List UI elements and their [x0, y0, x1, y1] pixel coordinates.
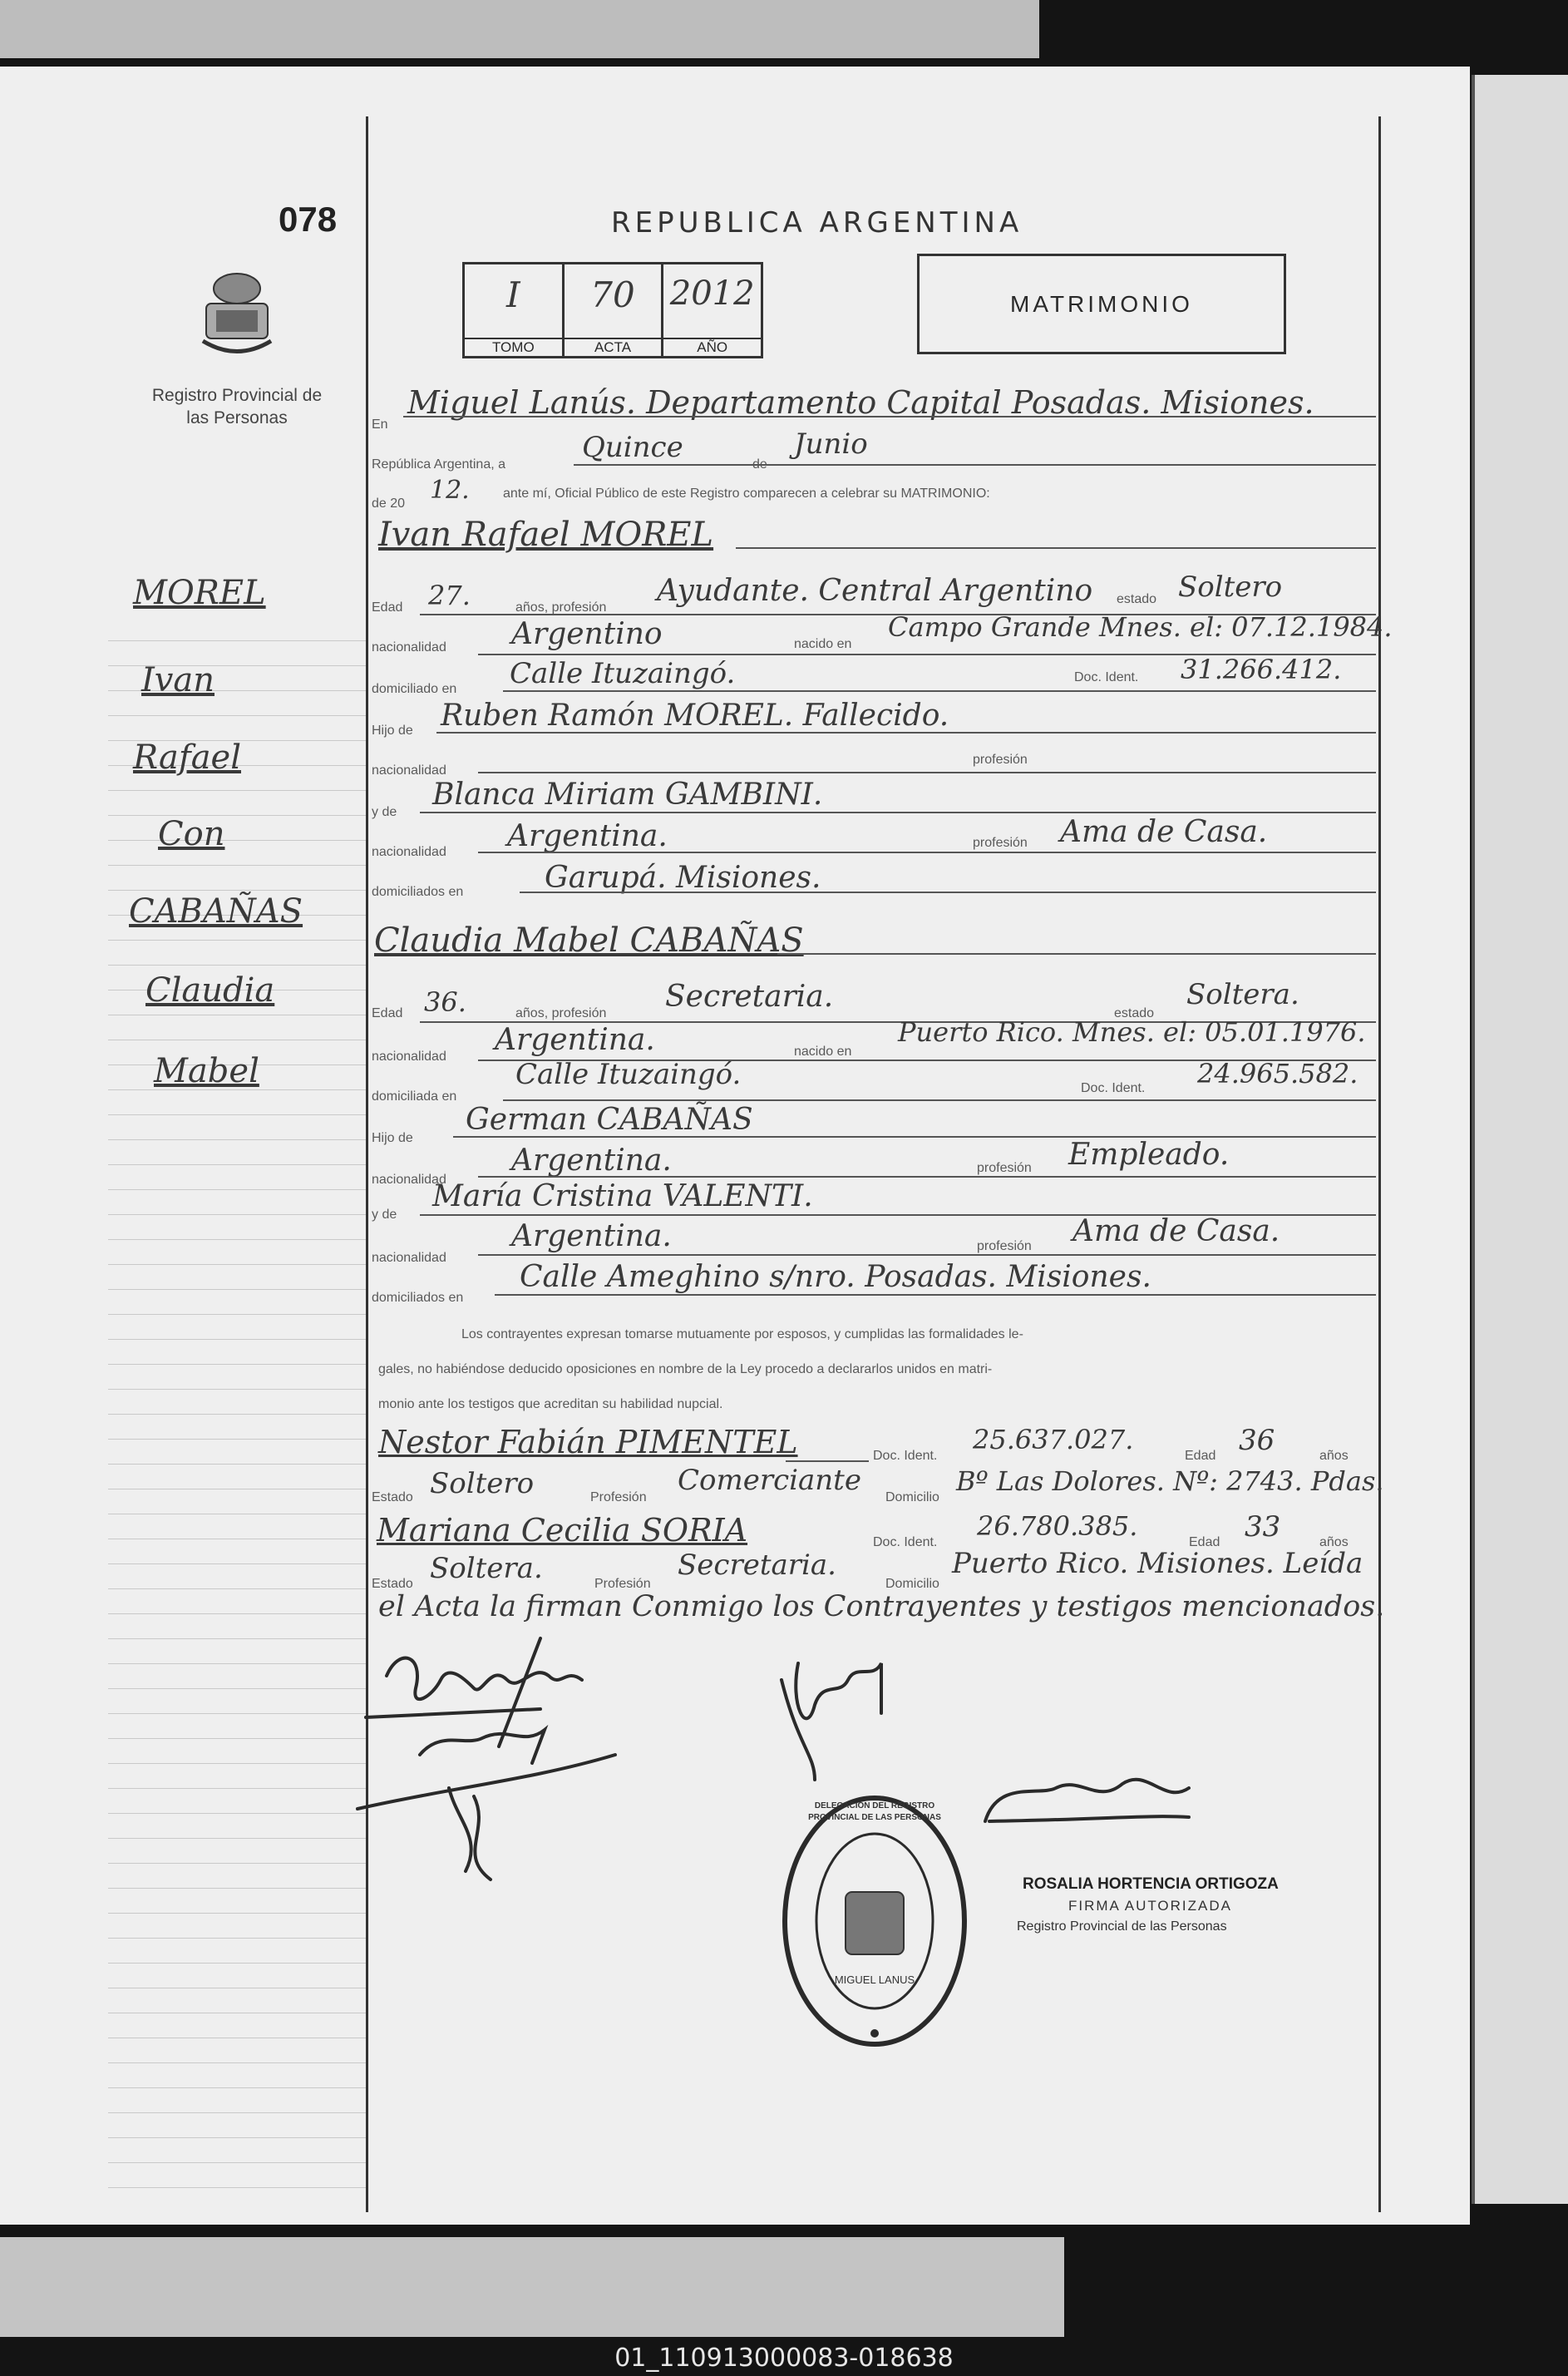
ruled-line — [108, 940, 366, 941]
groom-madre: Blanca Miriam GAMBINI. — [432, 778, 823, 812]
statement: ante mí, Oficial Público de este Registro comparecen a celebrar su MATRIMONIO: — [503, 487, 990, 501]
official-name: ROSALIA HORTENCIA ORTIGOZA — [1023, 1875, 1279, 1893]
tomo-label: TOMO — [465, 338, 562, 356]
witness1-domicilio: Bº Las Dolores. Nº: 2743. Pdas. — [956, 1465, 1384, 1497]
acta-value: 70 — [590, 274, 635, 315]
witness2-anos-label: años — [1319, 1535, 1349, 1549]
registry-name: Registro Provincial de las Personas — [151, 386, 323, 427]
witness2-edad: 33 — [1245, 1510, 1281, 1544]
ruled-line — [108, 1164, 366, 1165]
witness2-profesion: Secretaria. — [678, 1549, 836, 1582]
witness1-estado: Soltero — [430, 1467, 535, 1500]
tomo-value: I — [506, 274, 520, 315]
ruled-line — [108, 1439, 366, 1440]
ruled-line — [108, 1314, 366, 1315]
day-value: Quince — [582, 431, 683, 464]
bride-estado-label: estado — [1114, 1006, 1155, 1020]
ruled-line — [108, 1638, 366, 1639]
witness2-dom-label: Domicilio — [885, 1577, 939, 1591]
ruled-line — [108, 1339, 366, 1340]
ruled-line — [108, 790, 366, 791]
ruled-line — [108, 1713, 366, 1714]
margin-name: Mabel — [154, 1052, 259, 1090]
margin-name: CABAÑAS — [129, 892, 303, 931]
ruled-line — [108, 2187, 366, 2188]
form-body — [370, 0, 1393, 2376]
ruled-line — [108, 1738, 366, 1739]
ruled-line — [108, 1264, 366, 1265]
bride-nacido-label: nacido en — [794, 1045, 852, 1059]
bride-padre-prof-label: profesión — [977, 1161, 1032, 1175]
groom-padre-prof-label: profesión — [973, 753, 1028, 767]
bride-nacionalidad: Argentina. — [495, 1023, 655, 1057]
bride-estado: Soltera. — [1186, 978, 1299, 1011]
ruled-line — [108, 1114, 366, 1115]
seal-city: MIGUEL LANUS — [834, 1973, 915, 1986]
bride-hijo-label: Hijo de — [372, 1131, 413, 1145]
ruled-line — [108, 1763, 366, 1764]
ruled-line — [108, 1838, 366, 1839]
groom-estado: Soltero — [1178, 571, 1283, 604]
bride-padre-prof: Empleado. — [1068, 1138, 1230, 1172]
bride-yde-label: y de — [372, 1208, 397, 1222]
witness2-doc: 26.780.385. — [977, 1510, 1138, 1542]
ruled-line — [108, 1688, 366, 1689]
witness1-doc-label: Doc. Ident. — [873, 1449, 938, 1463]
witness1-estado-label: Estado — [372, 1490, 413, 1504]
ruled-line — [108, 840, 366, 841]
bride-doc: 24.965.582. — [1197, 1058, 1358, 1089]
ruled-line — [108, 2162, 366, 2163]
ruled-line — [108, 1938, 366, 1939]
groom-domicilio: Calle Ituzaingó. — [510, 657, 736, 690]
witness2-doc-label: Doc. Ident. — [873, 1535, 938, 1549]
witness1-profesion: Comerciante — [678, 1464, 861, 1497]
year-prefix: de 20 — [372, 496, 406, 511]
ruled-line — [108, 1189, 366, 1190]
ruled-line — [108, 1913, 366, 1914]
groom-madre-nac-label: nacionalidad — [372, 845, 446, 859]
ruled-line — [108, 865, 366, 866]
groom-madre-prof-label: profesión — [973, 836, 1028, 850]
page-number: 078 — [279, 200, 338, 239]
margin-name: Ivan — [141, 661, 215, 699]
groom-estado-label: estado — [1117, 592, 1157, 606]
legal-line-1: Los contrayentes expresan tomarse mutuamente por esposos, y cumplidas las formalidades le- — [461, 1327, 1023, 1341]
ruled-line — [108, 2112, 366, 2113]
bride-profesion: Secretaria. — [665, 980, 834, 1014]
groom-nac-label: nacionalidad — [372, 640, 446, 655]
bride-domicilio: Calle Ituzaingó. — [515, 1058, 742, 1091]
witness2-edad-label: Edad — [1189, 1535, 1220, 1549]
groom-madre-prof: Ama de Casa. — [1060, 815, 1268, 849]
ruled-line — [108, 965, 366, 966]
ruled-line — [108, 2062, 366, 2063]
groom-doc: 31.266.412. — [1181, 654, 1342, 685]
location-value: Miguel Lanús. Departamento Capital Posadas. Misiones. — [407, 384, 1314, 421]
ano-label: AÑO — [663, 338, 761, 356]
groom-hijo-label: Hijo de — [372, 724, 413, 738]
registry-logo-icon — [191, 262, 283, 366]
bride-padre-nac: Argentina. — [511, 1144, 672, 1178]
ruled-line — [108, 1239, 366, 1240]
footer-id: 01_110913000083-018638 — [614, 2344, 954, 2373]
month-value: Junio — [794, 427, 868, 461]
bride-doc-label: Doc. Ident. — [1081, 1081, 1146, 1095]
ruled-line — [108, 1464, 366, 1465]
bride-anos-label: años, profesión — [515, 1006, 607, 1020]
bride-madre-prof-label: profesión — [977, 1239, 1032, 1253]
ruled-line — [108, 640, 366, 641]
bride-edad: 36. — [424, 986, 466, 1018]
bride-nacido: Puerto Rico. Mnes. el: 05.01.1976. — [898, 1016, 1366, 1048]
groom-name: Ivan Rafael MOREL — [378, 516, 714, 554]
record-type: MATRIMONIO — [1010, 290, 1193, 317]
witness2-prof-label: Profesión — [594, 1577, 651, 1591]
bride-name: Claudia Mabel CABAÑAS — [374, 921, 804, 960]
bride-madre-nac: Argentina. — [511, 1219, 672, 1253]
de-label: de — [752, 457, 767, 472]
ruled-line — [108, 1389, 366, 1390]
acta-label: ACTA — [565, 338, 662, 356]
ruled-line — [108, 890, 366, 891]
groom-madre-nac: Argentina. — [507, 819, 668, 853]
ruled-line — [108, 2087, 366, 2088]
ruled-line — [108, 1588, 366, 1589]
bride-madre-prof: Ama de Casa. — [1072, 1214, 1280, 1248]
witness1-edad-label: Edad — [1185, 1449, 1216, 1463]
groom-edad: 27. — [428, 580, 471, 611]
ruled-line — [108, 1139, 366, 1140]
bride-madre: María Cristina VALENTI. — [432, 1179, 813, 1213]
ruled-line — [108, 1289, 366, 1290]
ruled-line — [108, 715, 366, 716]
ruled-line — [108, 1214, 366, 1215]
ruled-line — [108, 2137, 366, 2138]
groom-doc-label: Doc. Ident. — [1074, 670, 1139, 684]
groom-dom-label: domiciliado en — [372, 682, 457, 696]
groom-padre-nac-label: nacionalidad — [372, 763, 446, 778]
seal-ring-text: DELEGACION DEL REGISTRO PROVINCIAL DE LAS PERSONAS — [808, 1801, 941, 1822]
witness2-name: Mariana Cecilia SORIA — [377, 1512, 748, 1549]
adjacent-page — [1472, 75, 1568, 2204]
ruled-line — [108, 1888, 366, 1889]
witness1-name: Nestor Fabián PIMENTEL — [378, 1424, 798, 1460]
closing-text: el Acta la firman Conmigo los Contrayentes y testigos mencionados. — [378, 1590, 1385, 1623]
ano-value: 2012 — [669, 274, 755, 313]
groom-edad-label: Edad — [372, 600, 403, 615]
witness2-estado-label: Estado — [372, 1577, 413, 1591]
groom-padre: Ruben Ramón MOREL. Fallecido. — [441, 699, 949, 733]
ruled-line — [108, 1813, 366, 1814]
witness1-prof-label: Profesión — [590, 1490, 647, 1504]
bride-padres-dom-label: domiciliados en — [372, 1291, 464, 1305]
legal-line-2: gales, no habiéndose deducido oposiciones en nombre de la Ley procedo a declararlos unidos en matri- — [378, 1362, 993, 1376]
bride-padres-dom: Calle Ameghino s/nro. Posadas. Misiones. — [520, 1260, 1151, 1294]
bride-padre-nac-label: nacionalidad — [372, 1173, 446, 1187]
ruled-line — [108, 1863, 366, 1864]
ruled-line — [108, 1963, 366, 1964]
country-title: REPUBLICA ARGENTINA — [611, 206, 1023, 240]
ruled-line — [108, 1414, 366, 1415]
ruled-line — [108, 1613, 366, 1614]
margin-name: Con — [158, 815, 225, 853]
witness1-doc: 25.637.027. — [973, 1424, 1134, 1455]
groom-nacionalidad: Argentino — [511, 617, 663, 651]
witness1-edad: 36 — [1239, 1424, 1275, 1457]
groom-padres-dom-label: domiciliados en — [372, 885, 464, 899]
year-suffix: 12. — [430, 476, 470, 505]
margin-name: Claudia — [145, 971, 275, 1010]
ruled-line — [108, 1563, 366, 1564]
bride-dom-label: domiciliada en — [372, 1089, 457, 1104]
official-org: Registro Provincial de las Personas — [1017, 1919, 1227, 1934]
groom-nacido-label: nacido en — [794, 637, 852, 651]
margin-name: Rafael — [133, 738, 241, 777]
bride-madre-nac-label: nacionalidad — [372, 1251, 446, 1265]
witness2-estado: Soltera. — [430, 1552, 543, 1585]
groom-nacido: Campo Grande Mnes. el: 07.12.1984. — [888, 611, 1393, 643]
ruled-line — [108, 1663, 366, 1664]
groom-yde-label: y de — [372, 805, 397, 819]
witness2-domicilio: Puerto Rico. Misiones. Leída — [952, 1547, 1363, 1580]
legal-line-3: monio ante los testigos que acreditan su habilidad nupcial. — [378, 1397, 723, 1411]
rep-label: República Argentina, a — [372, 457, 505, 472]
witness1-anos-label: años — [1319, 1449, 1349, 1463]
en-label: En — [372, 417, 388, 432]
margin-name: MOREL — [133, 574, 266, 612]
bride-nac-label: nacionalidad — [372, 1050, 446, 1064]
groom-padres-dom: Garupá. Misiones. — [545, 861, 821, 895]
ruled-line — [108, 1788, 366, 1789]
witness1-dom-label: Domicilio — [885, 1490, 939, 1504]
ruled-line — [108, 1364, 366, 1365]
groom-profesion: Ayudante. Central Argentino — [657, 574, 1093, 608]
ruled-line — [108, 815, 366, 816]
bride-edad-label: Edad — [372, 1006, 403, 1020]
bride-padre: German CABAÑAS — [466, 1103, 753, 1137]
groom-anos-label: años, profesión — [515, 600, 607, 615]
official-title: FIRMA AUTORIZADA — [1068, 1898, 1232, 1914]
official-seal — [779, 1792, 970, 2050]
